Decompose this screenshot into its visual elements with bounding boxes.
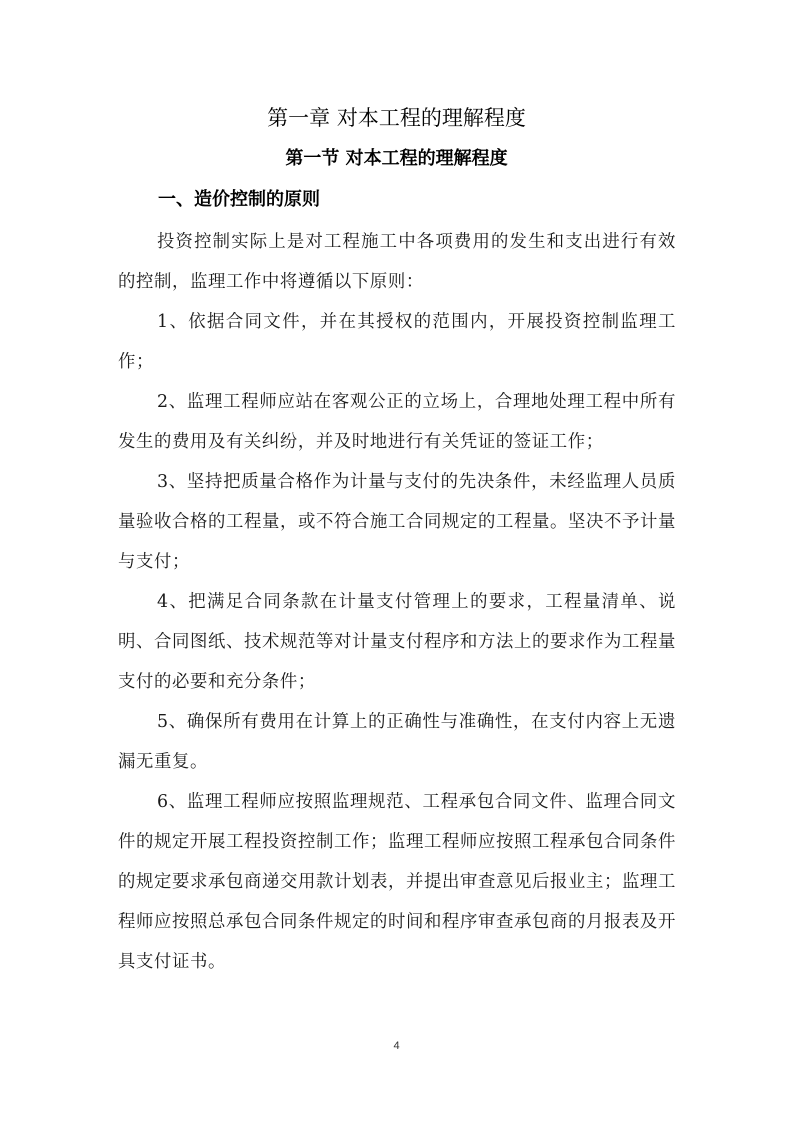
paragraph-principle-2: 2、监理工程师应站在客观公正的立场上，合理地处理工程中所有发生的费用及有关纠纷，并及时地进行有关凭证的签证工作；: [118, 392, 676, 452]
paragraph-principle-5: 5、确保所有费用在计算上的正确性与准确性，在支付内容上无遗漏无重复。: [118, 712, 676, 772]
section-title: 第一节 对本工程的理解程度: [285, 148, 508, 169]
paragraph-principle-4: 4、把满足合同条款在计量支付管理上的要求，工程量清单、说明、合同图纸、技术规范等对计量支付程序和方法上的要求作为工程量支付的必要和充分条件；: [118, 592, 676, 692]
paragraph-principle-6: 6、监理工程师应按照监理规范、工程承包合同文件、监理合同文件的规定开展工程投资控制工作；监理工程师应按照工程承包合同条件的规定要求承包商递交用款计划表，并提出审查意见后报业主；监理工程师应按照总承包合同条件规定的时间和程序审查承包商的月报表及开具支付证书。: [118, 792, 676, 972]
subsection-title: 一、造价控制的原则: [158, 189, 320, 210]
paragraph-principle-3: 3、坚持把质量合格作为计量与支付的先决条件，未经监理人员质量验收合格的工程量，或不符合施工合同规定的工程量。坚决不予计量与支付；: [118, 472, 676, 572]
document-body: [118, 222, 676, 982]
page-number: 4: [393, 1040, 400, 1052]
paragraph-intro: 投资控制实际上是对工程施工中各项费用的发生和支出进行有效的控制，监理工作中将遵循以下原则：: [118, 232, 676, 292]
paragraph-principle-1: 1、依据合同文件，并在其授权的范围内，开展投资控制监理工作；: [118, 312, 676, 372]
chapter-title: 第一章 对本工程的理解程度: [267, 106, 526, 130]
